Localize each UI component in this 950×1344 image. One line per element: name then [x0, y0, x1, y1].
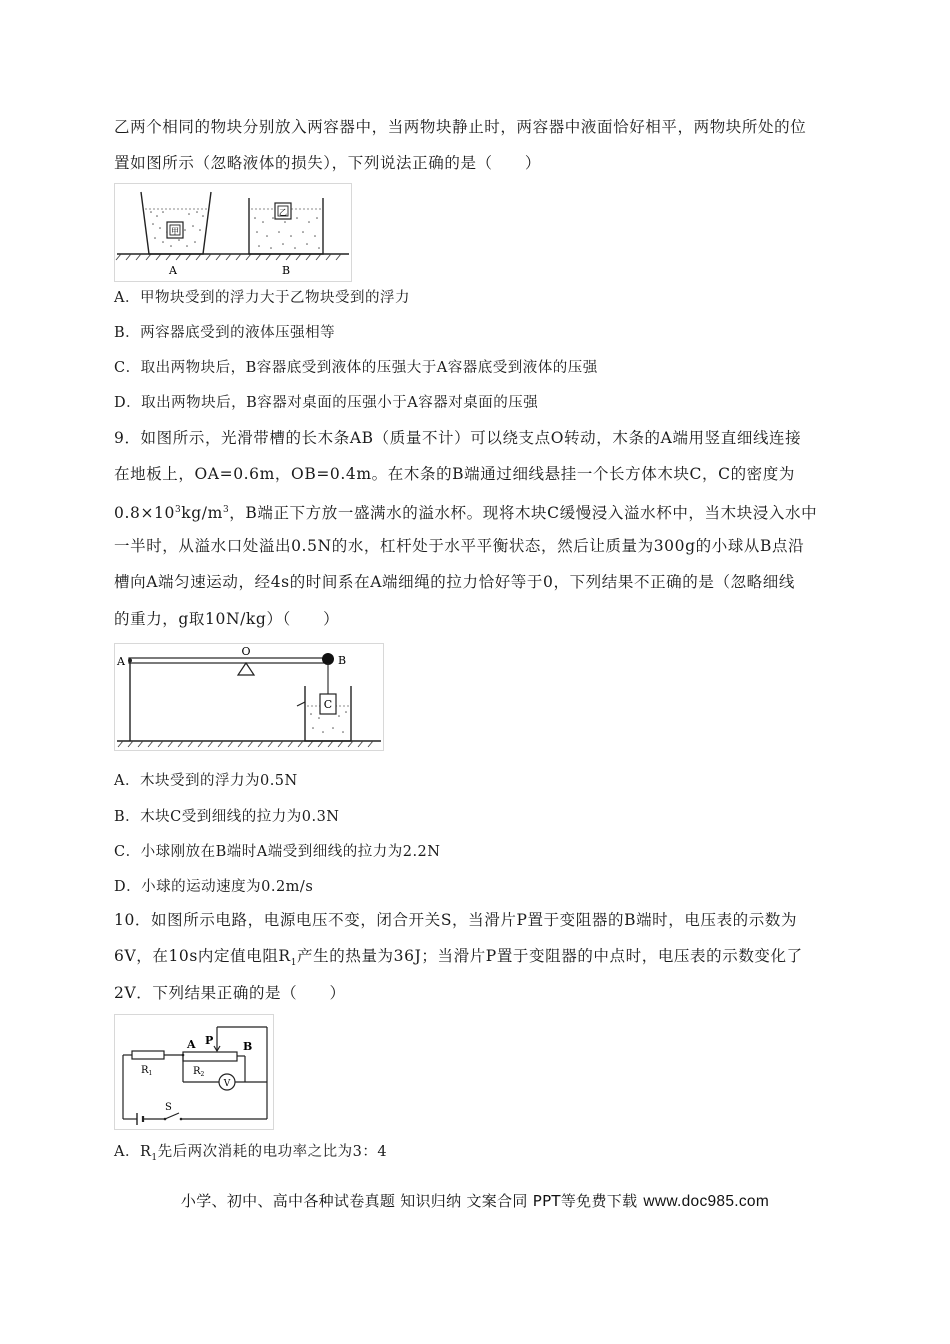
q9-line-5: 槽向A端匀速运动，经4s的时间系在A端细绳的拉力恰好等于0，下列结果不正确的是（忽略细线	[114, 573, 795, 591]
q8-option-c: C．取出两物块后，B容器底受到液体的压强大于A容器底受到液体的压强	[114, 360, 598, 376]
container-b-label: B	[281, 264, 291, 277]
q10-figure-circuit	[114, 1014, 274, 1130]
slider-p-label: P	[205, 1034, 214, 1047]
switch-s-label: S	[165, 1102, 172, 1113]
q9-line-6: 的重力，g取10N/kg）（ ）	[114, 610, 340, 628]
q8-line-1: 乙两个相同的物块分别放入两容器中，当两物块静止时，两容器中液面恰好相平，两物块所处的位	[114, 118, 807, 136]
q9-line-2: 在地板上，OA=0.6m，OB=0.4m。在木条的B端通过细线悬挂一个长方体木块C，C的密度为	[114, 465, 795, 483]
r1-label: $R_1$	[141, 1065, 153, 1077]
container-a-label: A	[169, 264, 177, 277]
q9-option-d: D．小球的运动速度为0.2m/s	[114, 879, 314, 895]
footer-url[interactable]: www.doc985.com	[643, 1193, 770, 1210]
q9-option-c: C．小球刚放在B端时A端受到细线的拉力为2.2N	[114, 844, 441, 860]
jia-block-label: 甲	[171, 227, 179, 236]
pivot-o-label: O	[241, 645, 251, 658]
q10-line-1: 10．如图所示电路，电源电压不变，闭合开关S，当滑片P置于变阻器的B端时，电压表的示数为	[114, 911, 798, 929]
q8-option-b: B．两容器底受到的液体压强相等	[114, 325, 336, 341]
q10-line-2: 6V，在10s内定值电阻$R_1$产生的热量为36J；当滑片P置于变阻器的中点时，电压表的示数变化了	[114, 947, 803, 969]
point-a-label: A	[187, 1038, 196, 1051]
q9-figure-lever	[114, 643, 384, 751]
q8-option-a: A．甲物块受到的浮力大于乙物块受到的浮力	[114, 290, 410, 306]
block-c-label: C	[323, 698, 333, 711]
q10-line-3: 2V．下列结果正确的是（ ）	[114, 984, 346, 1002]
containers-diagram	[115, 184, 351, 281]
point-b-label: B	[243, 1040, 253, 1053]
lever-diagram	[115, 644, 383, 750]
q9-line-3: $0.8\times 10^3kg/m^3$，B端正下方放一盛满水的溢水杯。现将木块C缓慢浸入溢水杯中，当木块浸入水中	[114, 504, 818, 523]
q9-option-a: A．木块受到的浮力为0.5N	[114, 773, 298, 789]
r2-label: $R_2$	[193, 1066, 205, 1078]
circuit-diagram	[115, 1015, 273, 1129]
q9-line-4: 一半时，从溢水口处溢出0.5N的水，杠杆处于水平平衡状态，然后让质量为300g的小球从B点沿	[114, 537, 805, 555]
voltmeter-label: V	[223, 1079, 231, 1089]
q9-line-1: 9．如图所示，光滑带槽的长木条AB（质量不计）可以绕支点O转动，木条的A端用竖直细线连接	[114, 429, 802, 447]
footer-text: 小学、初中、高中各种试卷真题 知识归纳 文案合同 PPT等免费下载	[180, 1192, 638, 1210]
q8-figure-containers	[114, 183, 352, 282]
q9-option-b: B．木块C受到细线的拉力为0.3N	[114, 809, 340, 825]
point-a-label: A	[117, 655, 125, 668]
q10-option-a: A．$R_1$先后两次消耗的电功率之比为3：4	[114, 1144, 388, 1163]
q8-line-2: 置如图所示（忽略液体的损失），下列说法正确的是（ ）	[114, 154, 541, 172]
point-b-label: B	[337, 654, 347, 667]
page-footer	[0, 1190, 950, 1211]
q8-option-d: D．取出两物块后，B容器对桌面的压强小于A容器对桌面的压强	[114, 395, 539, 411]
yi-block-label: 乙	[279, 208, 287, 217]
